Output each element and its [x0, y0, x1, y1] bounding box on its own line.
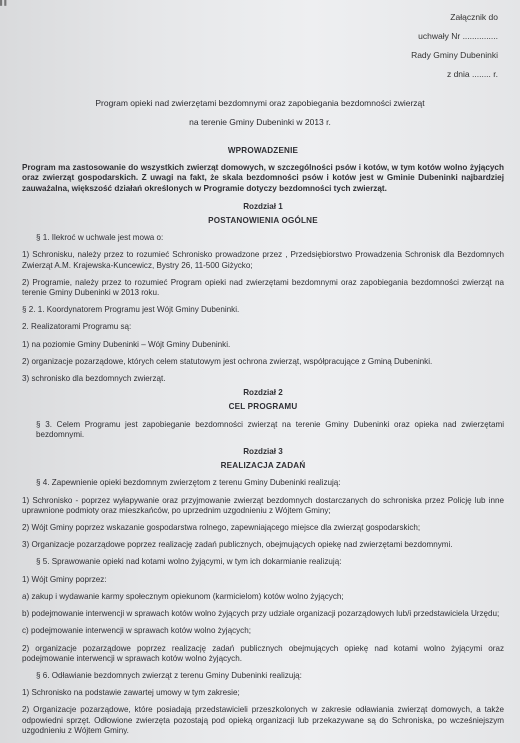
- document-title-line2: na terenie Gminy Dubeninki w 2013 r.: [189, 117, 331, 127]
- document-title-line1: Program opieki nad zwierzętami bezdomnymi oraz zapobiegania bezdomności zwierząt: [95, 98, 425, 108]
- paragraph-1-item-1: 1) Schronisku, należy przez to rozumieć Schronisko prowadzone przez , Przedsiębiorstwo Prowadzenia Schronisk dla Bezdomnych Zwierząt A.M. Krajewska-Kuncewicz, Bystry 26, 11-500 Giżycko;: [22, 250, 504, 270]
- attachment-header: [411, 8, 498, 84]
- paragraph-5-item-a: a) zakup i wydawanie karmy społecznym opiekunom (karmicielom) kotów wolno żyjących;: [22, 591, 344, 601]
- date-line: z dnia ........ r.: [446, 69, 498, 79]
- attachment-line: Załącznik do: [450, 12, 498, 22]
- intro-heading: WPROWADZENIE: [227, 146, 299, 155]
- paragraph-4-item-1: 1) Schronisko - poprzez wyłapywanie oraz przyjmowanie zwierząt bezdomnych dostarczanych do schroniska przez Policję lub inne uprawnione podmioty oraz mieszkańców, po uprzednim uzgodnieniu z Wójtem Gminy;: [22, 495, 504, 515]
- paragraph-6: § 6. Odławianie bezdomnych zwierząt z terenu Gminy Dubeninki realizują:: [36, 670, 302, 680]
- section1-title: POSTANOWIENIA OGÓLNE: [208, 216, 318, 226]
- intro-text: Program ma zastosowanie do wszystkich zwierząt domowych, w szczególności psów i kotów, w tym kotów wolno żyjących oraz zwierząt gospodarskich. Z uwagi na fakt, że skala bezdomności psów i kotów jest w Gminie Dubeninki najbardziej zauważalna, większość działań określonych w Programie dotyczy bezdomności tych zwierząt.: [22, 163, 504, 193]
- section3-title: REALIZACJA ZADAŃ: [220, 461, 306, 471]
- section1-label: Rozdział 1: [243, 201, 283, 211]
- resolution-number-line: uchwały Nr ...............: [418, 31, 498, 41]
- section3-label: Rozdział 3: [243, 447, 283, 457]
- paragraph-4-item-2: 2) Wójt Gminy poprzez wskazanie gospodarstwa rolnego, zapewniającego miejsce dla zwierząt gospodarskich;: [22, 523, 421, 533]
- paragraph-5: § 5. Sprawowanie opieki nad kotami wolno żyjącymi, w tym ich dokarmianie realizują:: [36, 557, 342, 567]
- document-body: [22, 146, 504, 736]
- paragraph-4: § 4. Zapewnienie opieki bezdomnym zwierzętom z terenu Gminy Dubeninki realizują:: [36, 478, 341, 488]
- paragraph-5-item-2: 2) organizacje pozarządowe poprzez realizację zadań publicznych obejmujących opiekę nad kotami wolno żyjącymi oraz podejmowanie interwencji w sprawach kotów wolno żyjących.: [22, 643, 504, 663]
- section2-title: CEL PROGRAMU: [228, 402, 298, 412]
- paragraph-5-item-c: c) podejmowanie interwencji w sprawach kotów wolno żyjących;: [22, 626, 251, 636]
- paragraph-5-item-b: b) podejmowanie interwencji w sprawach kotów wolno żyjących przy udziale organizacji pozarządowych lub/i przedstawiciela Urzędu;: [22, 609, 500, 619]
- paragraph-1-item-2: 2) Programie, należy przez to rozumieć Program opieki nad zwierzętami bezdomnymi oraz zapobiegania bezdomności zwierząt na terenie Gminy Dubeninki w 2013 roku.: [22, 277, 504, 298]
- paragraph-2: § 2. 1. Koordynatorem Programu jest Wójt Gminy Dubeninki.: [22, 305, 240, 315]
- page-corner-mark: ▌▌: [0, 0, 9, 6]
- section2-label: Rozdział 2: [243, 388, 283, 398]
- paragraph-2-item-1: 1) na poziomie Gminy Dubeninki – Wójt Gminy Dubeninki.: [22, 339, 231, 349]
- paragraph-6-item-2: 2) Organizacje pozarządowe, które posiadają przedstawicieli przeszkolonych w zakresie odławiania zwierząt domowych, a także odpowiedni sprzęt. Odłowione zwierzęta pozostają pod opieką organizacji lub przekazywane są do Schroniska, po wcześniejszym uzgodnieniu z Wójtem Gminy.: [22, 705, 504, 735]
- council-line: Rady Gminy Dubeninki: [411, 50, 498, 60]
- paragraph-5-item-1: 1) Wójt Gminy poprzez:: [22, 574, 107, 584]
- paragraph-3: § 3. Celem Programu jest zapobieganie bezdomności zwierząt na terenie Gminy Dubeninki oraz opieka nad zwierzętami bezdomnymi.: [36, 419, 504, 439]
- paragraph-2-item-2: 2) organizacje pozarządowe, których celem statutowym jest ochrona zwierząt, współpracujące z Gminą Dubeninki.: [22, 356, 433, 366]
- paragraph-4-item-3: 3) Organizacje pozarządowe poprzez realizację zadań publicznych, obejmujących opiekę nad zwierzętami bezdomnymi.: [22, 540, 453, 550]
- paragraph-2-point-2: 2. Realizatorami Programu są:: [22, 322, 132, 332]
- paragraph-2-item-3: 3) schronisko dla bezdomnych zwierząt.: [22, 374, 166, 384]
- paragraph-6-item-1: 1) Schronisko na podstawie zawartej umowy w tym zakresie;: [22, 688, 240, 698]
- paragraph-1: § 1. Ilekroć w uchwale jest mowa o:: [36, 233, 164, 243]
